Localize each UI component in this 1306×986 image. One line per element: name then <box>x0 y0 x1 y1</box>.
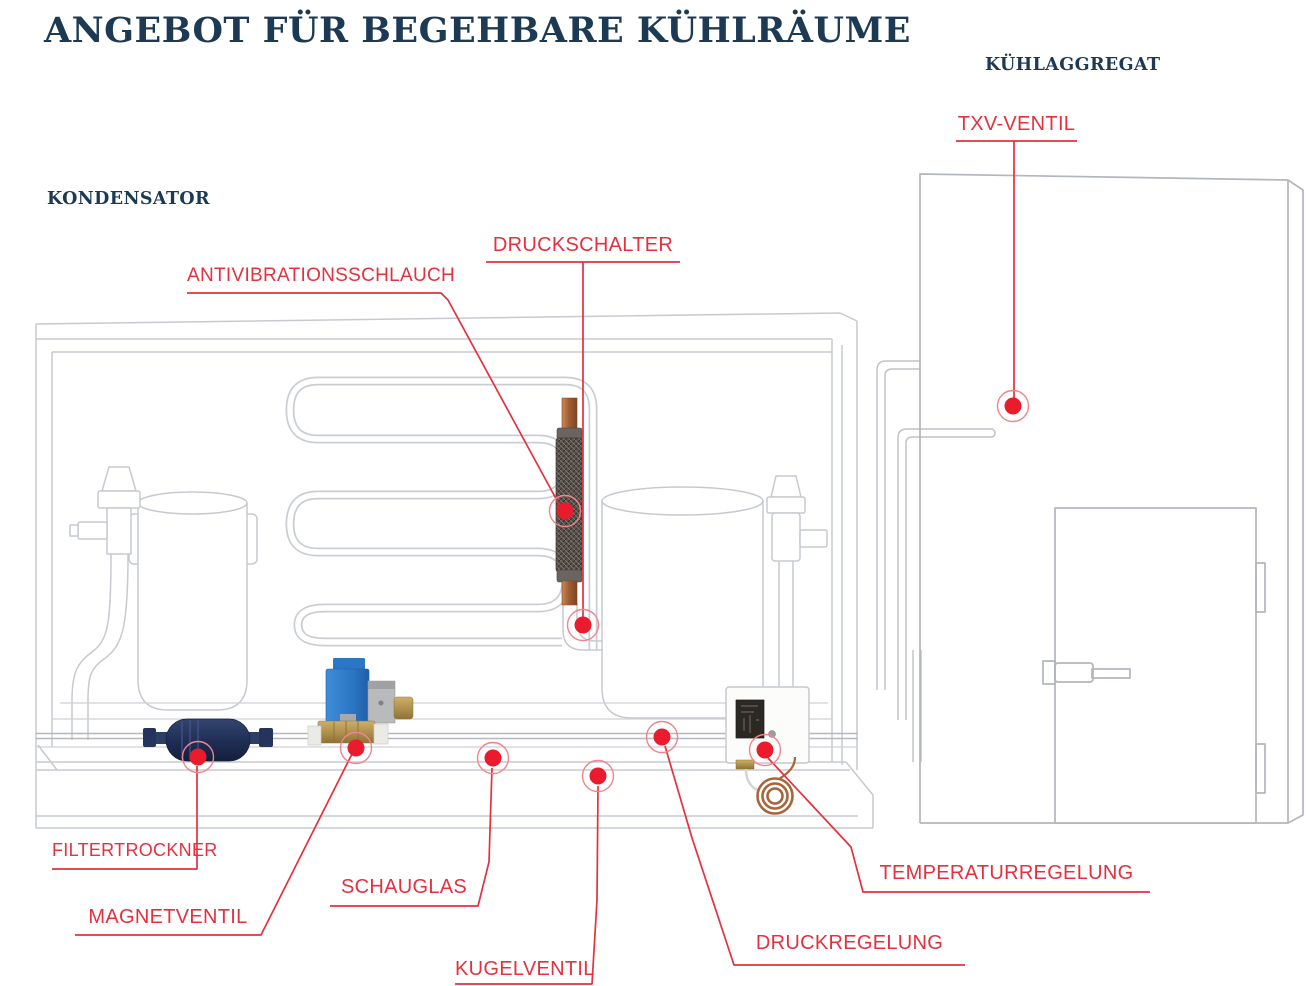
copper-tube-bottom <box>562 581 577 605</box>
door-handle-plate <box>1043 661 1055 684</box>
valve-side-port <box>78 522 107 539</box>
hose-nut-bottom <box>557 570 582 582</box>
filter-body <box>166 719 250 761</box>
door-hinge-bottom <box>1256 744 1265 793</box>
condenser-coil <box>290 381 593 650</box>
compressor <box>602 487 763 718</box>
label-kugelventil: KUGELVENTIL <box>455 958 595 980</box>
connecting-pipes <box>877 361 995 762</box>
label-druckregelung: DRUCKREGELUNG <box>755 932 944 954</box>
filter-dryer <box>143 719 273 761</box>
valve-collar <box>98 491 140 508</box>
receiver-top <box>138 492 247 514</box>
solenoid-cap-right <box>374 724 388 744</box>
label-filtertrockner: FILTERTROCKNER <box>52 840 218 860</box>
label-magnetventil: MAGNETVENTIL <box>88 906 248 928</box>
page-title: ANGEBOT FÜR BEGEHBARE KÜHLRÄUME <box>44 10 911 51</box>
label-druckschalter: DRUCKSCHALTER <box>492 234 674 256</box>
receiver-body <box>138 503 247 710</box>
copper-tube-top <box>562 398 577 430</box>
label-schauglas: SCHAUGLAS <box>340 876 468 898</box>
filter-right-spud <box>249 732 260 744</box>
filter-left-spud <box>156 732 167 744</box>
solenoid-valve <box>308 658 413 745</box>
cold-room-door <box>1043 508 1265 823</box>
filter-right-nut <box>259 728 273 747</box>
callout-antivibration <box>187 293 560 506</box>
solenoid-connector-band <box>368 681 395 689</box>
cooling-unit-heading: KÜHLAGGREGAT <box>985 55 1161 75</box>
valve-cone-cap <box>102 467 136 491</box>
valve-stem <box>107 508 131 554</box>
solenoid-top-tab <box>333 658 365 670</box>
condenser-heading: KONDENSATOR <box>47 189 210 209</box>
solenoid-nozzle <box>394 697 413 719</box>
label-txv-ventil: TXV-VENTIL <box>957 113 1076 135</box>
label-temperaturregelung: TEMPERATURREGELUNG <box>879 862 1134 884</box>
marker-txv-ventil <box>998 391 1029 422</box>
controller-capillary <box>746 769 757 790</box>
suction-valve-collar <box>767 497 805 513</box>
valve-side-nub <box>70 525 78 536</box>
callout-txv <box>956 141 1077 398</box>
filter-left-nut <box>143 728 156 747</box>
suction-valve-port <box>800 530 827 547</box>
solenoid-cap-left <box>308 726 321 745</box>
marker-druckregelung <box>647 722 678 753</box>
door-hinge-top <box>1256 563 1265 612</box>
solenoid-connector-screw <box>379 701 384 706</box>
receiver-assembly <box>70 467 257 740</box>
suction-valve-cone <box>771 476 801 497</box>
controller-fitting <box>736 760 754 769</box>
label-antivibrationsschlauch: ANTIVIBRATIONSSCHLAUCH <box>187 265 456 286</box>
cold-room <box>920 174 1303 823</box>
suction-valve-body <box>772 513 800 561</box>
